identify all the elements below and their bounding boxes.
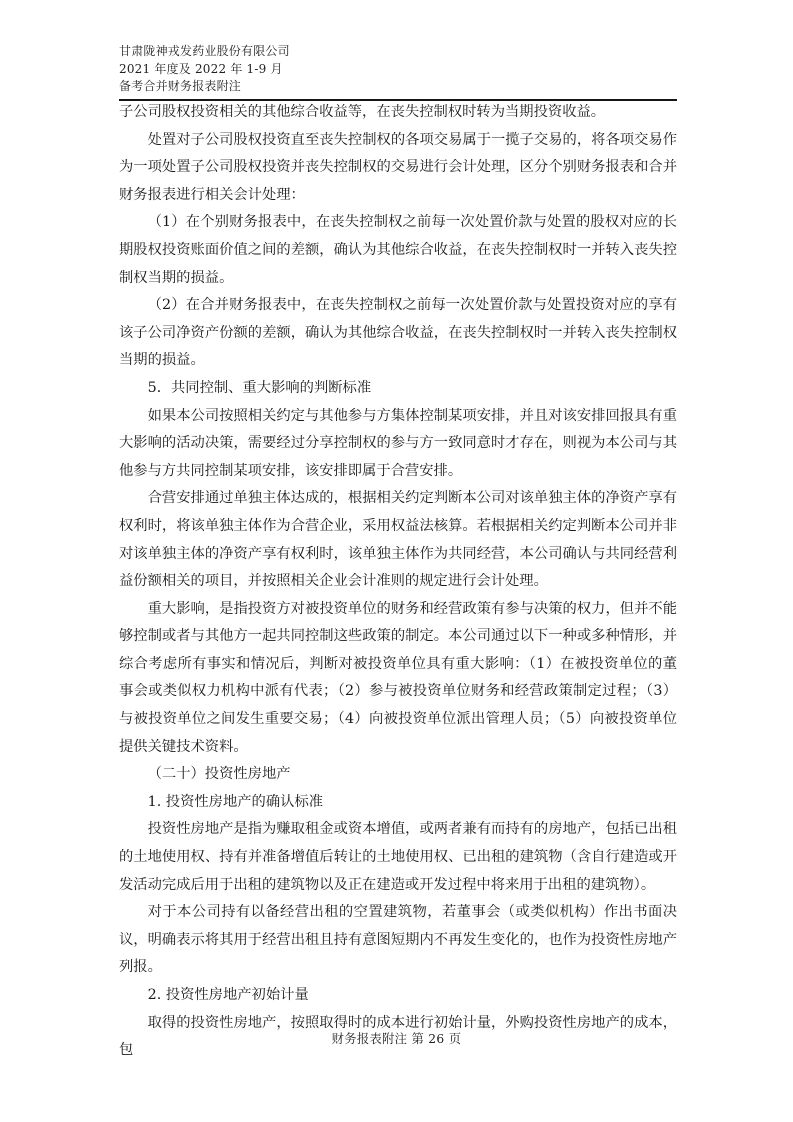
body-paragraph: 合营安排通过单独主体达成的，根据相关约定判断本公司对该单独主体的净资产享有权利时，将该单独主体作为合营企业，采用权益法核算。若根据相关约定判断本公司并非对该单独主体的净资产享有权利时，该单独主体作为共同经营，本公司确认与共同经营利益份额相关的项目，并按照相关企业会计准则的规定进行会计处理。	[119, 490, 677, 590]
subsection-heading: 1. 投资性房地产的确认标准	[147, 793, 324, 810]
body-paragraph: （1）在个别财务报表中，在丧失控制权之前每一次处置价款与处置的股权对应的长期股权投资账面价值之间的差额，确认为其他综合收益，在丧失控制权时一并转入丧失控制权当期的损益。	[119, 214, 677, 286]
footer-page-number: 财务报表附注 第 26 页	[331, 1032, 462, 1046]
subsection-heading: 2. 投资性房地产初始计量	[147, 987, 309, 1003]
section-heading-joint-control: 5．共同控制、重大影响的判断标准	[147, 379, 372, 396]
body-paragraph: 取得的投资性房地产，按照取得时的成本进行初始计量，外购投资性房地产的成本，包	[119, 1014, 677, 1059]
page-footer	[0, 1029, 793, 1047]
header-report-period: 2021 年度及 2022 年 1-9 月	[119, 61, 283, 76]
document-body	[119, 99, 677, 1065]
page-header	[119, 43, 677, 101]
header-doc-title: 备考合并财务报表附注	[119, 79, 242, 93]
body-paragraph: 重大影响，是指投资方对被投资单位的财务和经营政策有参与决策的权力，但并不能够控制或者与其他方一起共同控制这些政策的制定。本公司通过以下一种或多种情形，并综合考虑所有事实和情况后，判断对被投资单位具有重大影响：（1）在被投资单位的董事会或类似权力机构中派有代表；（2）参与被投资单位财务和经营政策制定过程；（3）与被投资单位之间发生重要交易；（4）向被投资单位派出管理人员；（5）向被投资单位提供关键技术资料。	[119, 600, 677, 755]
body-paragraph: 如果本公司按照相关约定与其他参与方集体控制某项安排，并且对该安排回报具有重大影响的活动决策，需要经过分享控制权的参与方一致同意时才存在，则视为本公司与其他参与方共同控制某项安排，该安排即属于合营安排。	[119, 407, 677, 479]
body-paragraph: 对于本公司持有以备经营出租的空置建筑物，若董事会（或类似机构）作出书面决议，明确表示将其用于经营出租且持有意图短期内不再发生变化的，也作为投资性房地产列报。	[119, 904, 677, 976]
body-paragraph: 处置对子公司股权投资直至丧失控制权的各项交易属于一揽子交易的，将各项交易作为一项处置子公司股权投资并丧失控制权的交易进行会计处理，区分个别财务报表和合并财务报表进行相关会计处理：	[119, 131, 677, 203]
body-paragraph: 子公司股权投资相关的其他综合收益等，在丧失控制权时转为当期投资收益。	[119, 104, 606, 120]
section-heading-investment-property: （二十）投资性房地产	[147, 766, 291, 783]
header-company-name: 甘肃陇神戎发药业股份有限公司	[119, 44, 290, 58]
body-paragraph: （2）在合并财务报表中，在丧失控制权之前每一次处置价款与处置投资对应的享有该子公司净资产份额的差额，确认为其他综合收益，在丧失控制权时一并转入丧失控制权当期的损益。	[119, 297, 677, 369]
body-paragraph: 投资性房地产是指为赚取租金或资本增值，或两者兼有而持有的房地产，包括已出租的土地使用权、持有并准备增值后转让的土地使用权、已出租的建筑物（含自行建造或开发活动完成后用于出租的建筑物以及正在建造或开发过程中将来用于出租的建筑物）。	[119, 821, 677, 893]
